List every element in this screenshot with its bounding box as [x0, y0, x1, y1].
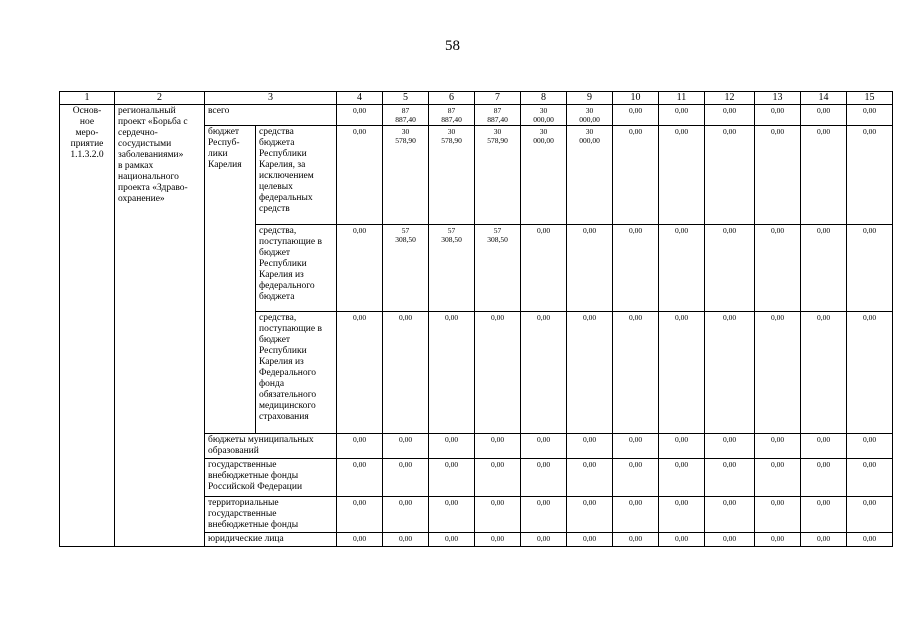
header-cell: 5 [383, 92, 429, 105]
value-cell: 0,00 [521, 497, 567, 533]
value-cell: 0,00 [383, 434, 429, 459]
value-cell: 0,00 [521, 533, 567, 547]
value-cell: 0,00 [705, 312, 755, 434]
value-cell: 0,00 [383, 533, 429, 547]
header-cell: 15 [847, 92, 893, 105]
header-cell: 3 [205, 92, 337, 105]
value-cell: 30 578,90 [429, 126, 475, 225]
value-cell: 0,00 [659, 533, 705, 547]
value-cell: 0,00 [659, 126, 705, 225]
value-cell: 0,00 [801, 126, 847, 225]
value-cell: 0,00 [337, 497, 383, 533]
value-cell: 0,00 [847, 105, 893, 126]
value-cell: 0,00 [659, 225, 705, 312]
value-cell: 0,00 [705, 126, 755, 225]
header-cell: 1 [60, 92, 115, 105]
value-cell: 0,00 [383, 459, 429, 497]
value-cell: 0,00 [801, 225, 847, 312]
value-cell: 0,00 [659, 459, 705, 497]
value-cell: 0,00 [429, 497, 475, 533]
value-cell: 0,00 [429, 459, 475, 497]
value-cell: 0,00 [659, 312, 705, 434]
activity-code: Основ- ное меро- приятие 1.1.3.2.0 [60, 105, 115, 547]
value-cell: 0,00 [847, 225, 893, 312]
source-label: бюджеты муниципальных образований [205, 434, 337, 459]
source-label: средства, поступающие в бюджет Республики Карелия из Федерального фонда обязательного медицинского страхования [256, 312, 337, 434]
value-cell: 0,00 [613, 533, 659, 547]
value-cell: 0,00 [521, 434, 567, 459]
value-cell: 0,00 [847, 533, 893, 547]
value-cell: 0,00 [801, 105, 847, 126]
value-cell: 0,00 [705, 434, 755, 459]
value-cell: 0,00 [705, 225, 755, 312]
project-name: региональный проект «Борьба с сердечно- сосудистыми заболеваниями» в рамках национального проекта «Здраво- охранение» [115, 105, 205, 547]
value-cell: 0,00 [475, 312, 521, 434]
value-cell: 0,00 [567, 497, 613, 533]
value-cell: 0,00 [705, 459, 755, 497]
value-cell: 0,00 [801, 497, 847, 533]
value-cell: 87 887,40 [383, 105, 429, 126]
value-cell: 87 887,40 [429, 105, 475, 126]
value-cell: 0,00 [801, 312, 847, 434]
value-cell: 0,00 [383, 497, 429, 533]
value-cell: 30 000,00 [521, 126, 567, 225]
value-cell: 0,00 [613, 126, 659, 225]
value-cell: 0,00 [567, 225, 613, 312]
value-cell: 0,00 [847, 459, 893, 497]
value-cell: 0,00 [613, 105, 659, 126]
value-cell: 0,00 [847, 434, 893, 459]
value-cell: 0,00 [659, 434, 705, 459]
value-cell: 0,00 [475, 459, 521, 497]
header-cell: 12 [705, 92, 755, 105]
value-cell: 0,00 [567, 434, 613, 459]
value-cell: 0,00 [337, 459, 383, 497]
source-label: территориальные государственные внебюджетные фонды [205, 497, 337, 533]
budget-group-label: бюджет Респуб- лики Карелия [205, 126, 256, 434]
value-cell: 0,00 [847, 497, 893, 533]
value-cell: 30 000,00 [567, 105, 613, 126]
header-cell: 9 [567, 92, 613, 105]
header-cell: 10 [613, 92, 659, 105]
value-cell: 0,00 [429, 533, 475, 547]
value-cell: 0,00 [801, 459, 847, 497]
source-label: всего [205, 105, 337, 126]
header-cell: 4 [337, 92, 383, 105]
value-cell: 0,00 [755, 434, 801, 459]
value-cell: 0,00 [429, 434, 475, 459]
value-cell: 0,00 [337, 126, 383, 225]
value-cell: 0,00 [847, 126, 893, 225]
header-cell: 2 [115, 92, 205, 105]
value-cell: 0,00 [567, 459, 613, 497]
value-cell: 0,00 [429, 312, 475, 434]
value-cell: 0,00 [337, 312, 383, 434]
value-cell: 0,00 [337, 533, 383, 547]
value-cell: 0,00 [567, 312, 613, 434]
value-cell: 0,00 [755, 533, 801, 547]
value-cell: 0,00 [659, 105, 705, 126]
value-cell: 0,00 [705, 105, 755, 126]
value-cell: 0,00 [475, 434, 521, 459]
value-cell: 0,00 [475, 533, 521, 547]
header-cell: 8 [521, 92, 567, 105]
value-cell: 0,00 [567, 533, 613, 547]
header-cell: 7 [475, 92, 521, 105]
value-cell: 0,00 [475, 497, 521, 533]
value-cell: 0,00 [613, 497, 659, 533]
value-cell: 0,00 [755, 225, 801, 312]
value-cell: 0,00 [659, 497, 705, 533]
value-cell: 0,00 [337, 225, 383, 312]
header-cell: 13 [755, 92, 801, 105]
value-cell: 0,00 [521, 459, 567, 497]
value-cell: 30 578,90 [383, 126, 429, 225]
header-row [60, 92, 893, 105]
value-cell: 0,00 [755, 312, 801, 434]
value-cell: 0,00 [755, 126, 801, 225]
value-cell: 30 000,00 [521, 105, 567, 126]
value-cell: 0,00 [801, 434, 847, 459]
value-cell: 87 887,40 [475, 105, 521, 126]
value-cell: 30 578,90 [475, 126, 521, 225]
value-cell: 0,00 [613, 312, 659, 434]
value-cell: 0,00 [847, 312, 893, 434]
value-cell: 0,00 [755, 105, 801, 126]
source-label: средства, поступающие в бюджет Республики Карелия из федерального бюджета [256, 225, 337, 312]
value-cell: 0,00 [521, 312, 567, 434]
source-label: юридические лица [205, 533, 337, 547]
value-cell: 0,00 [521, 225, 567, 312]
value-cell: 30 000,00 [567, 126, 613, 225]
page-number: 58 [445, 38, 460, 54]
header-cell: 11 [659, 92, 705, 105]
value-cell: 57 308,50 [383, 225, 429, 312]
value-cell: 57 308,50 [429, 225, 475, 312]
value-cell: 0,00 [613, 225, 659, 312]
table-row [60, 105, 893, 126]
source-label: средства бюджета Республики Карелия, за исключением целевых федеральных средств [256, 126, 337, 225]
value-cell: 0,00 [801, 533, 847, 547]
value-cell: 0,00 [613, 434, 659, 459]
header-cell: 14 [801, 92, 847, 105]
value-cell: 0,00 [755, 459, 801, 497]
value-cell: 0,00 [613, 459, 659, 497]
value-cell: 0,00 [337, 434, 383, 459]
value-cell: 0,00 [705, 497, 755, 533]
header-cell: 6 [429, 92, 475, 105]
financing-table [59, 91, 893, 547]
source-label: государственные внебюджетные фонды Российской Федерации [205, 459, 337, 497]
value-cell: 57 308,50 [475, 225, 521, 312]
value-cell: 0,00 [755, 497, 801, 533]
value-cell: 0,00 [337, 105, 383, 126]
value-cell: 0,00 [383, 312, 429, 434]
value-cell: 0,00 [705, 533, 755, 547]
